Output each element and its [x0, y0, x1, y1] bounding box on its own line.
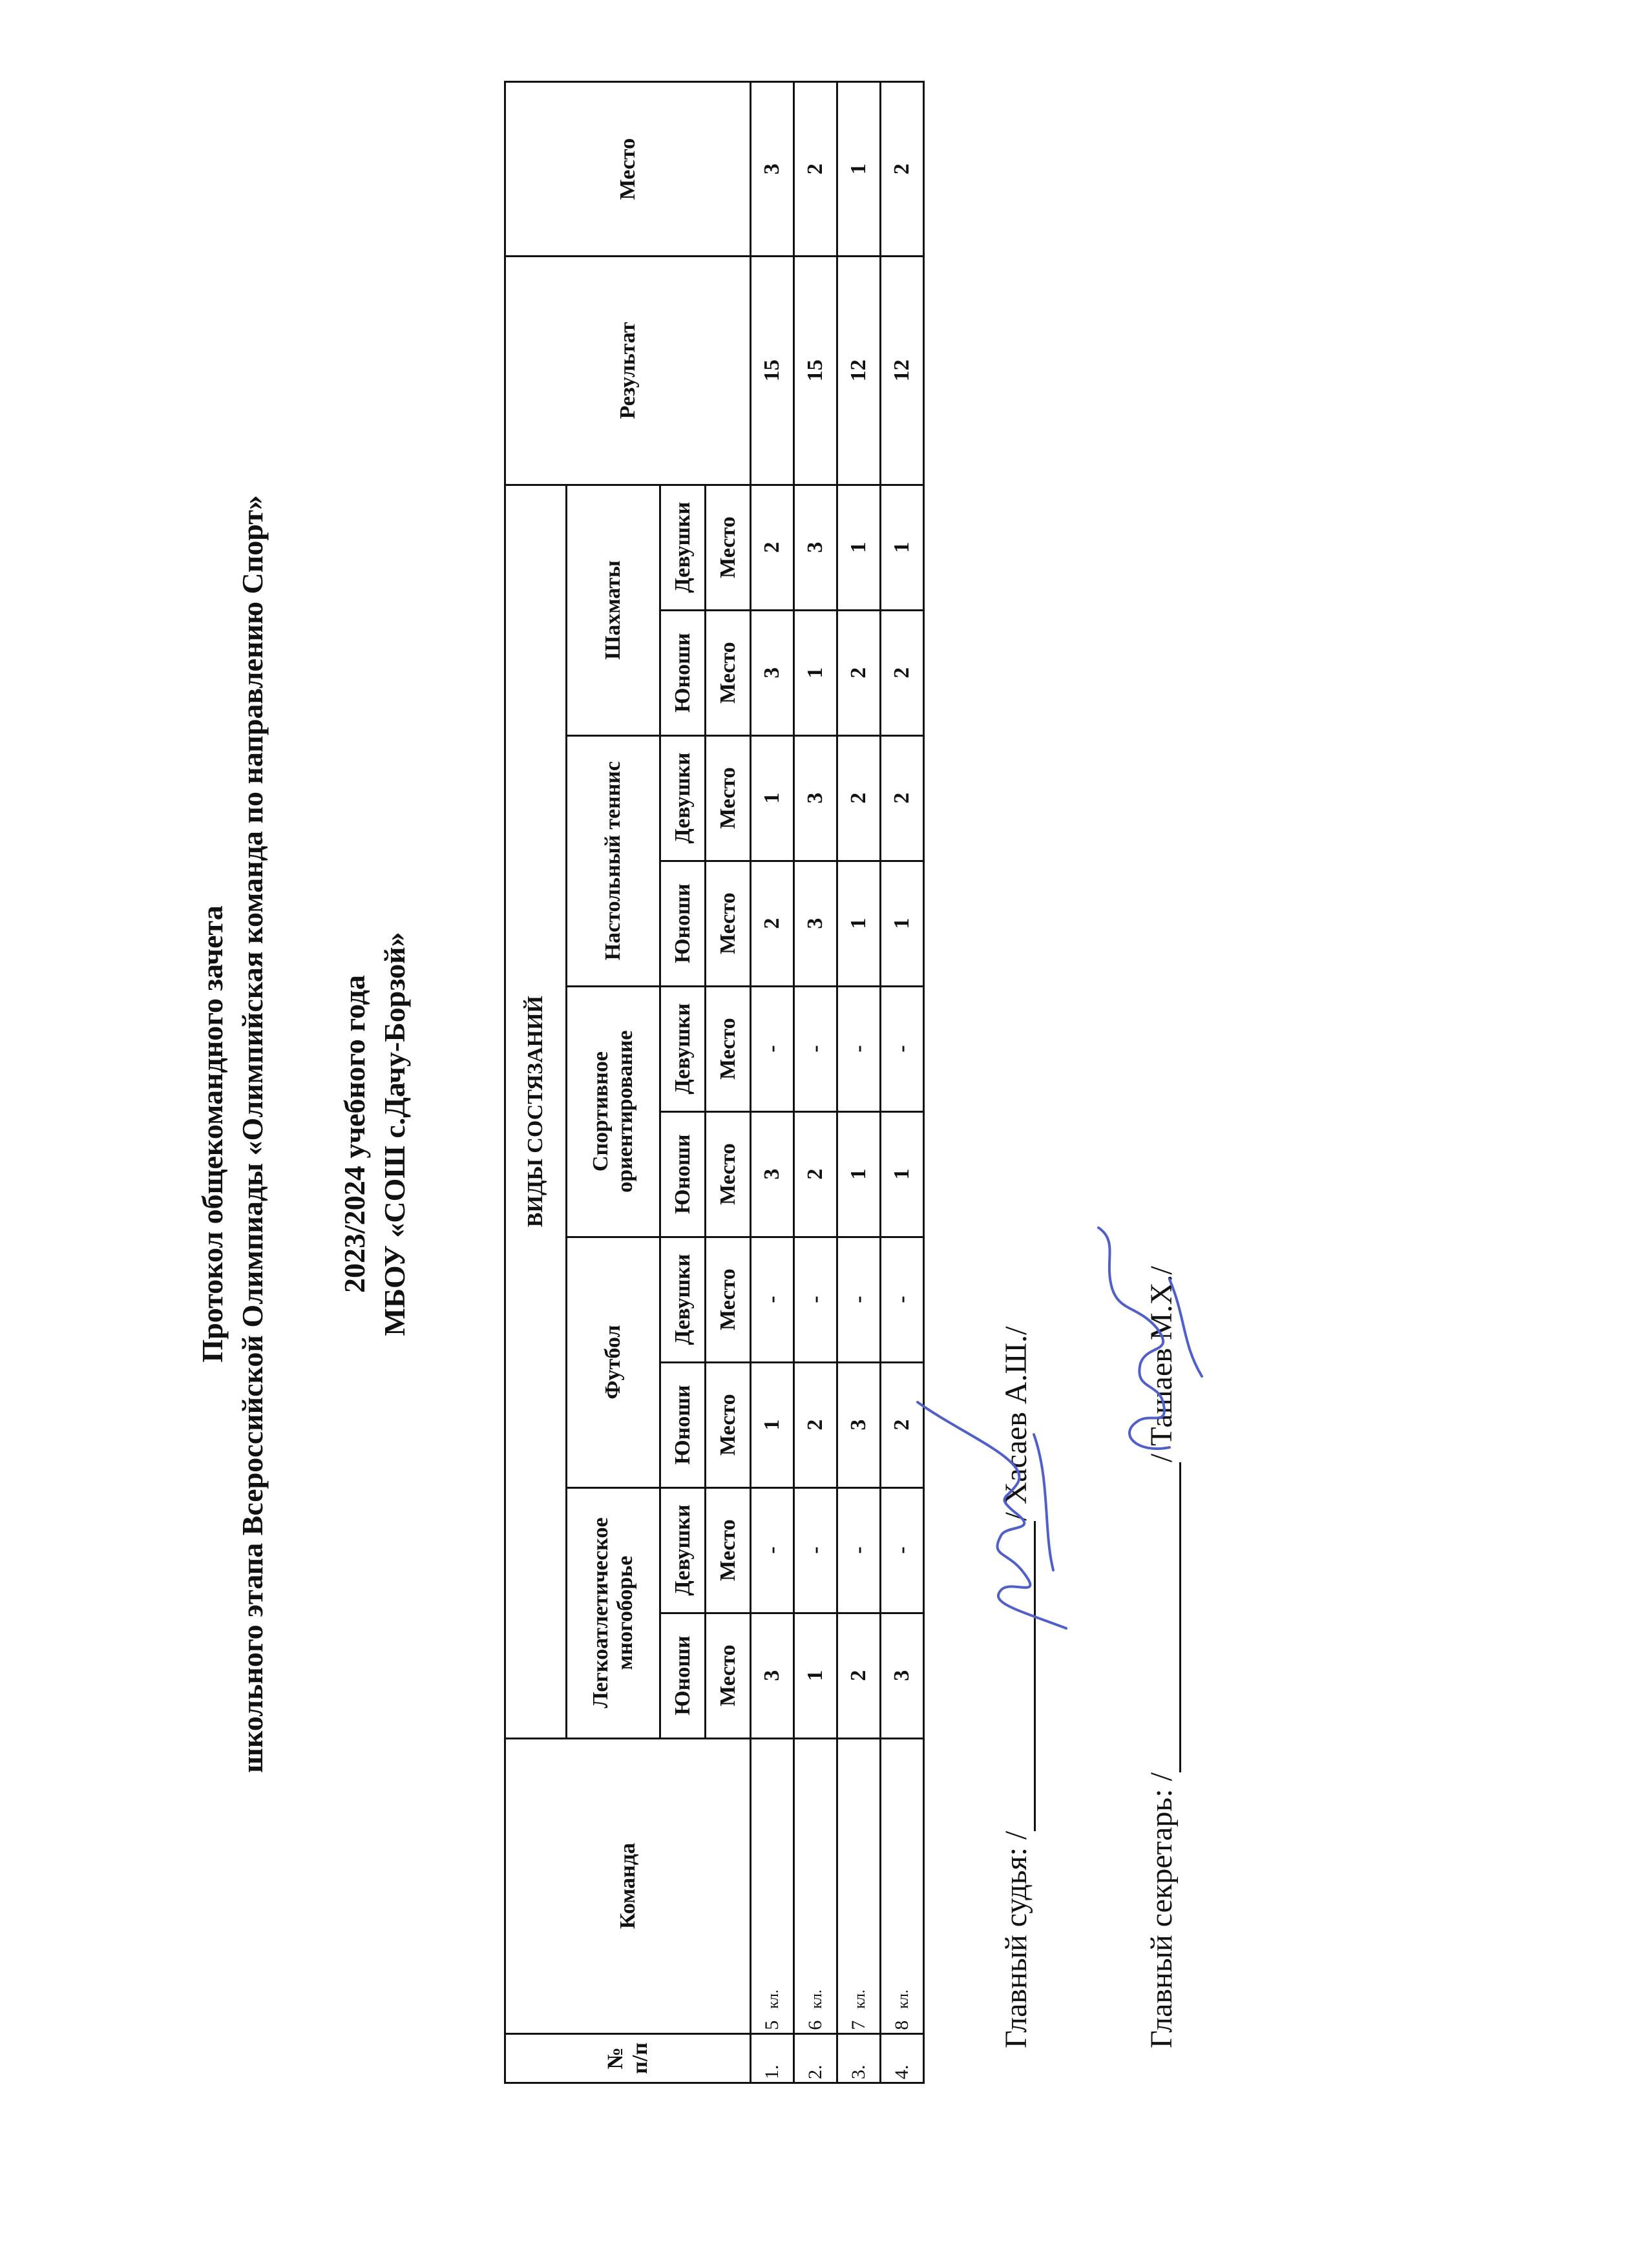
header-boys: Юноши	[660, 1111, 706, 1237]
team-grade: 8	[891, 2020, 912, 2030]
cell-value: 2	[794, 1111, 837, 1237]
team-kl: кл.	[852, 1990, 868, 2009]
cell-place: 2	[794, 82, 837, 257]
cell-value: 2	[881, 735, 924, 861]
cell-value: 3	[751, 1111, 794, 1237]
team-grade: 7	[848, 2020, 869, 2030]
judge-signature-image	[905, 1350, 1079, 1648]
header-result: Результат	[505, 257, 751, 485]
header-girls: Девушки	[660, 485, 706, 610]
header-place-sub: Место	[706, 1237, 751, 1362]
cell-value: 1	[794, 610, 837, 735]
cell-place: 3	[751, 82, 794, 257]
table-row	[881, 82, 924, 2083]
cell-value: -	[837, 1237, 881, 1362]
cell-value: 3	[751, 610, 794, 735]
cell-value: -	[837, 986, 881, 1111]
cell-value: -	[751, 986, 794, 1111]
cell-value: 1	[794, 1613, 837, 1738]
title-school: МБОУ «СОШ с.Дачу-Борзой»	[378, 932, 411, 1336]
cell-value: 1	[837, 1111, 881, 1237]
judge-name: / Хасаев А.Ш./	[999, 1326, 1033, 1521]
row-num: 2.	[794, 2033, 837, 2083]
row-num: 1.	[751, 2033, 794, 2083]
judge-label: Главный судья: /	[999, 1831, 1033, 2048]
cell-value: 1	[881, 861, 924, 986]
cell-place: 1	[837, 82, 881, 257]
header-place-sub: Место	[706, 1111, 751, 1237]
secretary-name: / Ташаев М.Х./	[1144, 1266, 1179, 1463]
cell-value: 3	[881, 1613, 924, 1738]
header-boys: Юноши	[660, 1362, 706, 1487]
header-girls: Девушки	[660, 1237, 706, 1362]
row-team	[881, 1738, 924, 2033]
cell-value: 3	[794, 485, 837, 610]
cell-value: 3	[794, 735, 837, 861]
cell-value: -	[881, 1237, 924, 1362]
cell-value: 1	[881, 1111, 924, 1237]
header-sport-orienteering: Спортивное ориентирование	[567, 986, 660, 1237]
header-sport-athletics: Легкоатлетическое многоборье	[567, 1487, 660, 1738]
cell-result: 15	[751, 257, 794, 485]
cell-value: 1	[837, 861, 881, 986]
cell-value: -	[751, 1237, 794, 1362]
cell-value: 1	[751, 735, 794, 861]
header-boys: Юноши	[660, 610, 706, 735]
cell-value: 2	[881, 1362, 924, 1487]
header-sport-chess: Шахматы	[567, 485, 660, 735]
secretary-label: Главный секретарь: /	[1144, 1772, 1179, 2048]
cell-value: 1	[751, 1362, 794, 1487]
header-sport-football: Футбол	[567, 1237, 660, 1487]
cell-value: 2	[837, 1613, 881, 1738]
row-num: 4.	[881, 2033, 924, 2083]
cell-result: 12	[881, 257, 924, 485]
team-kl: кл.	[808, 1990, 825, 2009]
cell-value: -	[881, 1487, 924, 1613]
cell-value: 1	[881, 485, 924, 610]
header-place-sub: Место	[706, 861, 751, 986]
row-team	[751, 1738, 794, 2033]
title-line-1: Протокол общекомандного зачета	[196, 905, 229, 1363]
header-place: Место	[505, 82, 751, 257]
cell-value: -	[794, 986, 837, 1111]
cell-value: -	[794, 1237, 837, 1362]
cell-result: 15	[794, 257, 837, 485]
cell-value: -	[881, 986, 924, 1111]
header-num: № п/п	[505, 2033, 751, 2083]
row-team	[837, 1738, 881, 2033]
cell-result: 12	[837, 257, 881, 485]
secretary-signature-image	[1073, 1176, 1228, 1473]
results-table	[504, 81, 925, 2084]
header-place-sub: Место	[706, 986, 751, 1111]
cell-value: 3	[837, 1362, 881, 1487]
cell-value: 2	[751, 861, 794, 986]
header-place-sub: Место	[706, 735, 751, 861]
header-girls: Девушки	[660, 986, 706, 1111]
cell-value: 2	[751, 485, 794, 610]
cell-value: 2	[837, 610, 881, 735]
header-place-sub: Место	[706, 1362, 751, 1487]
header-place-sub: Место	[706, 485, 751, 610]
table-row	[837, 82, 881, 2083]
cell-value: 2	[837, 735, 881, 861]
title-line-2: школьного этапа Всероссийской Олимпиады «Олимпийская команда по направлению Спорт»	[236, 495, 269, 1773]
table-row	[794, 82, 837, 2083]
header-girls: Девушки	[660, 1487, 706, 1613]
header-girls: Девушки	[660, 735, 706, 861]
header-boys: Юноши	[660, 1613, 706, 1738]
header-place-sub: Место	[706, 1487, 751, 1613]
cell-value: 3	[794, 861, 837, 986]
header-team: Команда	[505, 1738, 751, 2033]
cell-value: -	[751, 1487, 794, 1613]
team-kl: кл.	[765, 1990, 782, 2009]
cell-value: 3	[751, 1613, 794, 1738]
team-kl: кл.	[895, 1990, 912, 2009]
signature-underline	[1144, 1462, 1181, 1772]
cell-value: -	[837, 1487, 881, 1613]
header-sport-tennis: Настольный теннис	[567, 735, 660, 986]
header-kinds: ВИДЫ СОСТЯЗАНИЙ	[505, 485, 567, 1738]
row-team	[794, 1738, 837, 2033]
cell-value: 1	[837, 485, 881, 610]
row-num: 3.	[837, 2033, 881, 2083]
cell-value: 2	[881, 610, 924, 735]
title-year: 2023/2024 учебного года	[338, 974, 371, 1294]
team-grade: 5	[761, 2020, 782, 2030]
table-row	[751, 82, 794, 2083]
cell-value: -	[794, 1487, 837, 1613]
cell-place: 2	[881, 82, 924, 257]
team-grade: 6	[804, 2020, 826, 2030]
header-boys: Юноши	[660, 861, 706, 986]
header-place-sub: Место	[706, 1613, 751, 1738]
header-place-sub: Место	[706, 610, 751, 735]
cell-value: 2	[794, 1362, 837, 1487]
